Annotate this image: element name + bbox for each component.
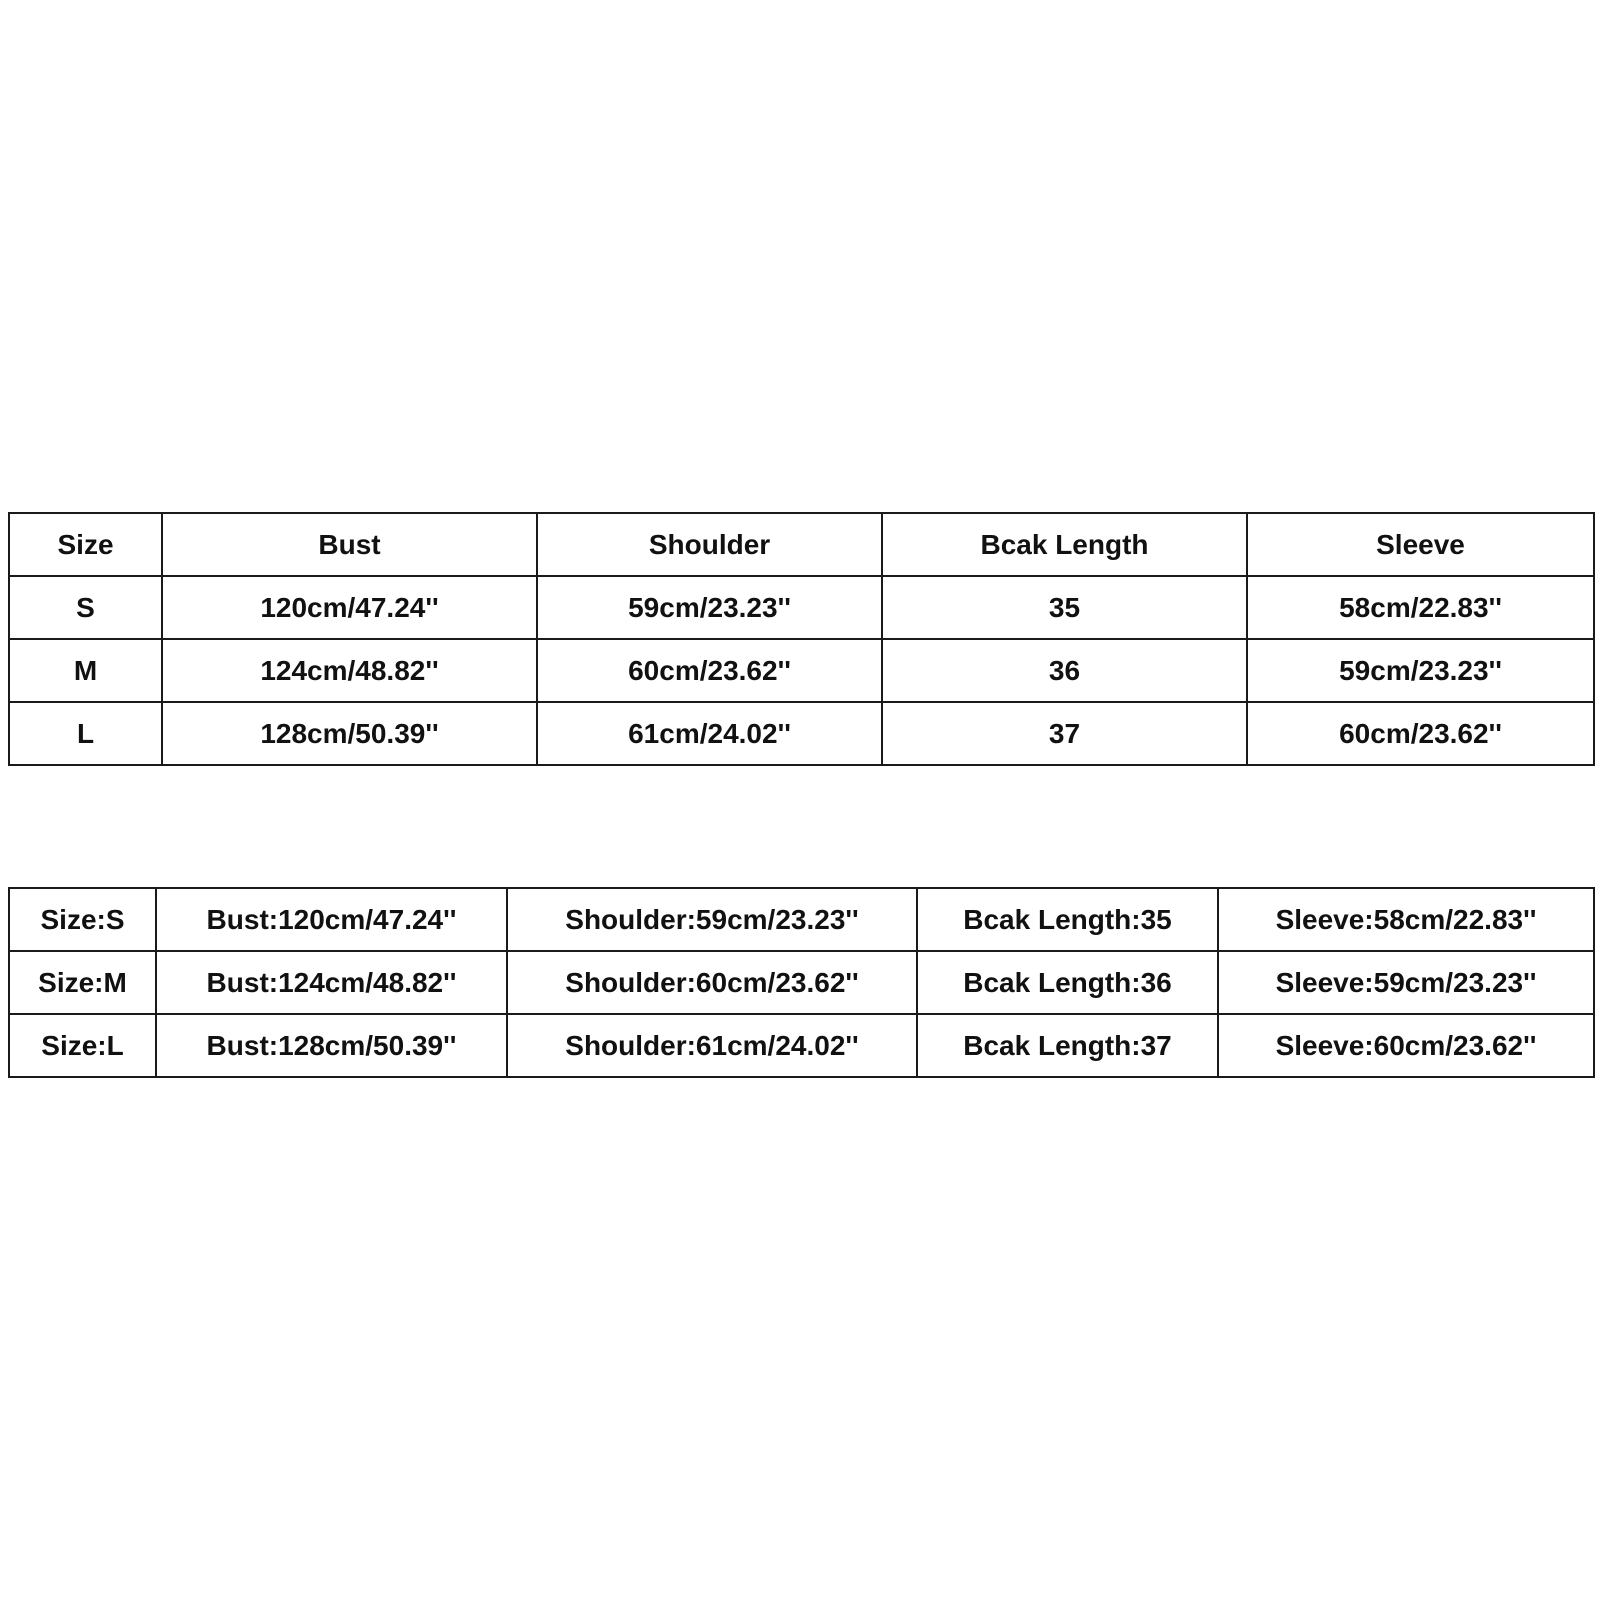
header-sleeve: Sleeve xyxy=(1247,513,1594,576)
cell-bust: Bust:124cm/48.82'' xyxy=(156,951,507,1014)
size-chart-inline-table xyxy=(8,887,1595,1078)
cell-shoulder: 59cm/23.23'' xyxy=(537,576,882,639)
cell-size: Size:S xyxy=(9,888,156,951)
cell-sleeve: 60cm/23.62'' xyxy=(1247,702,1594,765)
header-shoulder: Shoulder xyxy=(537,513,882,576)
header-bust: Bust xyxy=(162,513,537,576)
cell-sleeve: Sleeve:58cm/22.83'' xyxy=(1218,888,1594,951)
table-row xyxy=(9,888,1594,951)
table-row xyxy=(9,639,1594,702)
cell-size: L xyxy=(9,702,162,765)
cell-bust: Bust:120cm/47.24'' xyxy=(156,888,507,951)
cell-sleeve: 58cm/22.83'' xyxy=(1247,576,1594,639)
cell-size: M xyxy=(9,639,162,702)
header-back-length: Bcak Length xyxy=(882,513,1247,576)
cell-size: S xyxy=(9,576,162,639)
cell-shoulder: 61cm/24.02'' xyxy=(537,702,882,765)
cell-sleeve: 59cm/23.23'' xyxy=(1247,639,1594,702)
cell-shoulder: Shoulder:61cm/24.02'' xyxy=(507,1014,917,1077)
cell-back-length: 37 xyxy=(882,702,1247,765)
cell-bust: 120cm/47.24'' xyxy=(162,576,537,639)
cell-back-length: 35 xyxy=(882,576,1247,639)
cell-back-length: Bcak Length:36 xyxy=(917,951,1218,1014)
table-row xyxy=(9,1014,1594,1077)
cell-back-length: 36 xyxy=(882,639,1247,702)
size-chart-table xyxy=(8,512,1595,766)
cell-size: Size:M xyxy=(9,951,156,1014)
cell-bust: 124cm/48.82'' xyxy=(162,639,537,702)
cell-bust: Bust:128cm/50.39'' xyxy=(156,1014,507,1077)
cell-shoulder: 60cm/23.62'' xyxy=(537,639,882,702)
table-row xyxy=(9,951,1594,1014)
cell-size: Size:L xyxy=(9,1014,156,1077)
cell-bust: 128cm/50.39'' xyxy=(162,702,537,765)
cell-back-length: Bcak Length:35 xyxy=(917,888,1218,951)
table-header-row xyxy=(9,513,1594,576)
table-row xyxy=(9,576,1594,639)
table-row xyxy=(9,702,1594,765)
cell-shoulder: Shoulder:60cm/23.62'' xyxy=(507,951,917,1014)
header-size: Size xyxy=(9,513,162,576)
cell-shoulder: Shoulder:59cm/23.23'' xyxy=(507,888,917,951)
cell-back-length: Bcak Length:37 xyxy=(917,1014,1218,1077)
cell-sleeve: Sleeve:59cm/23.23'' xyxy=(1218,951,1594,1014)
cell-sleeve: Sleeve:60cm/23.62'' xyxy=(1218,1014,1594,1077)
